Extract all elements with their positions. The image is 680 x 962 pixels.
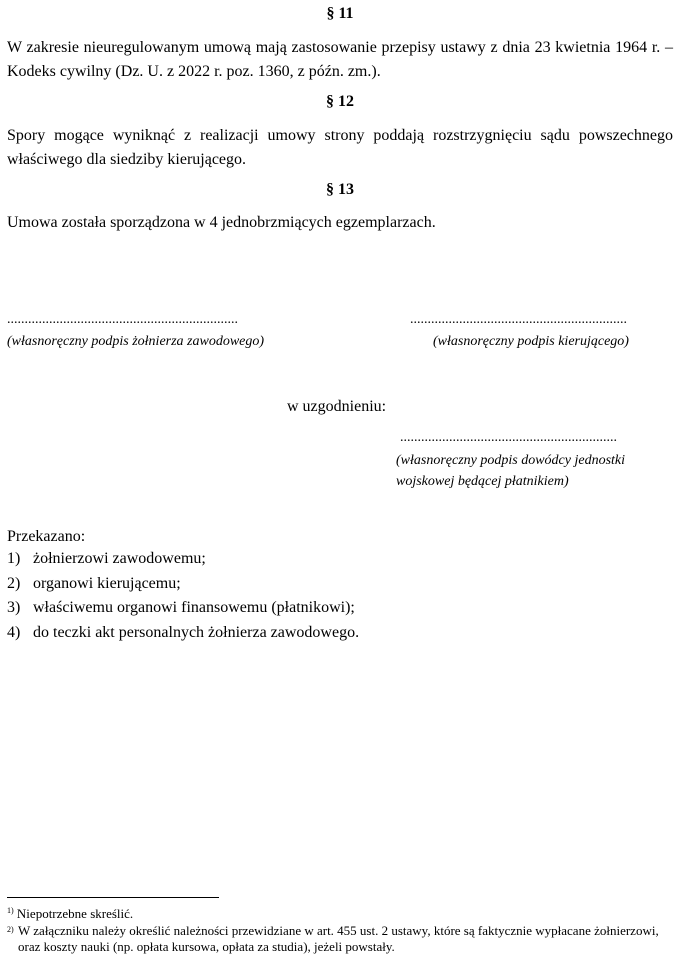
director-signature-caption: (własnoręczny podpis kierującego) <box>433 334 629 349</box>
list-item <box>7 547 359 572</box>
soldier-signature-caption: (własnoręczny podpis żołnierza zawodowego) <box>7 334 265 349</box>
agreement-label: w uzgodnieniu: <box>287 398 387 415</box>
list-item-number: 1) <box>7 550 21 567</box>
footnote-1 <box>7 906 133 922</box>
soldier-signature-line: .................................................................. <box>7 312 238 327</box>
commander-signature-caption-line2: wojskowej będącej płatnikiem) <box>396 474 569 489</box>
commander-signature-caption-line1: (własnoręczny podpis dowódcy jednostki <box>396 453 626 468</box>
list-item-text: organowi kierującemu; <box>33 574 181 592</box>
list-item-text: do teczki akt personalnych żołnierza zawodowego. <box>33 623 360 641</box>
list-item-number: 3) <box>7 599 21 616</box>
footnote-2-text: W załączniku należy określić należności przewidziane w art. 455 ust. 2 ustawy, które są faktycznie wypłacane żołnierzowi, oraz koszty nauki (np. opłata kursowa, opłata za studia), jeżeli powstały. <box>18 923 659 954</box>
list-item-text: właściwemu organowi finansowemu (płatnikowi); <box>33 599 355 616</box>
section-13-title: § 13 <box>326 181 354 198</box>
list-item <box>7 621 359 646</box>
handover-list <box>7 547 359 645</box>
list-item-text: żołnierzowi zawodowemu; <box>33 550 206 567</box>
footnote-1-text: Niepotrzebne skreślić. <box>16 906 134 921</box>
section-11-text: W zakresie nieuregulowanym umową mają zastosowanie przepisy ustawy z dnia 23 kwietnia 1964 r. – Kodeks cywilny (Dz. U. z 2022 r. poz. 1360, z późn. zm.). <box>7 39 673 80</box>
footnote-1-mark: 1) <box>7 906 14 915</box>
section-12-text: Spory mogące wyniknąć z realizacji umowy strony poddają rozstrzygnięciu sądu powszechnego właściwego dla siedziby kierującego. <box>7 127 673 168</box>
section-13-text: Umowa została sporządzona w 4 jednobrzmiących egzemplarzach. <box>7 214 436 231</box>
list-item-number: 2) <box>7 574 21 592</box>
commander-signature-line: .............................................................. <box>400 430 617 445</box>
handover-title: Przekazano: <box>7 528 86 545</box>
director-signature-line: .............................................................. <box>410 312 627 327</box>
section-11-title: § 11 <box>326 5 354 22</box>
list-item <box>7 596 359 621</box>
footnote-2: 2) W załączniku należy określić należności przewidziane w art. 455 ust. 2 ustawy, które są faktycznie wypłacane żołnierzowi, oraz koszty nauki (np. opłata kursowa, opłata za studia), jeżeli powstały. <box>7 923 659 954</box>
list-item <box>7 572 359 597</box>
footnote-separator <box>7 897 219 898</box>
section-12-title: § 12 <box>326 93 354 110</box>
list-item-number: 4) <box>7 623 21 641</box>
